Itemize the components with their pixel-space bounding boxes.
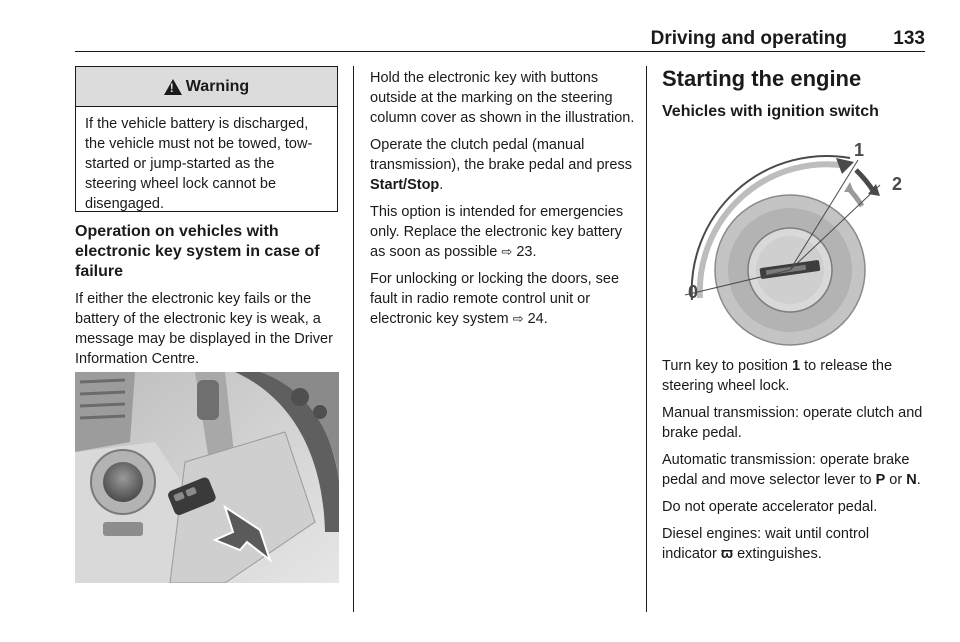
page-number: 133	[893, 28, 925, 49]
warning-header	[76, 67, 337, 107]
ignition-switch-subheading: Vehicles with ignition switch	[662, 103, 879, 120]
right-para-3-text: Automatic transmission: operate brake pedal and move selector lever to	[662, 452, 910, 488]
right-para-3-mid: or	[885, 472, 907, 488]
page-ref-24[interactable]: 24	[527, 311, 544, 327]
right-para-5	[662, 524, 927, 564]
page-ref-23[interactable]: 23	[516, 244, 533, 260]
right-para-2: Manual transmission: operate clutch and brake pedal.	[662, 405, 923, 441]
right-column-text	[662, 356, 927, 571]
middle-para-1: Hold the electronic key with buttons outside at the marking on the steering column cover as shown in the illustration.	[370, 70, 635, 126]
right-para-3	[662, 450, 927, 490]
page-ref-arrow-icon: ⇨	[512, 311, 524, 326]
column-divider-1	[353, 66, 354, 612]
electronic-key-failure-subheading: Operation on vehicles with electronic key system in case of failure	[75, 223, 320, 280]
right-para-1	[662, 356, 927, 396]
middle-para-3-end: .	[532, 244, 537, 260]
middle-para-2	[370, 135, 636, 195]
preheating-indicator-icon: ϖ	[720, 546, 734, 562]
page-ref-arrow-icon: ⇨	[501, 244, 513, 259]
warning-text: If the vehicle battery is discharged, the vehicle must not be towed, tow-started or jump-started as the steering wheel lock cannot be disengaged.	[85, 116, 313, 212]
figure-label-0: 0	[688, 282, 699, 302]
right-para-3-end: .	[916, 472, 921, 488]
middle-para-2-end: .	[439, 177, 444, 193]
section-title: Starting the engine	[662, 66, 862, 91]
right-para-1-end: to release the steering wheel lock.	[662, 358, 893, 394]
middle-para-4	[370, 269, 636, 329]
figure-label-1: 1	[854, 140, 865, 160]
middle-para-4-end: .	[543, 311, 548, 327]
selector-n-label: N	[906, 472, 917, 488]
left-para-1: If either the electronic key fails or the battery of the electronic key is weak, a message may be displayed in the Driver Information Centre.	[75, 291, 333, 367]
electronic-key-photo	[75, 372, 339, 583]
figure-label-2: 2	[892, 174, 903, 194]
right-para-4: Do not operate accelerator pedal.	[662, 499, 878, 515]
selector-p-label: P	[875, 472, 886, 488]
middle-column-text	[370, 68, 636, 336]
right-para-5-text: Diesel engines: wait until control indicator	[662, 526, 870, 562]
position-1-label: 1	[792, 358, 801, 374]
ignition-switch-figure	[660, 130, 925, 350]
right-para-5-end: extinguishes.	[733, 546, 822, 562]
middle-para-3-text: This option is intended for emergencies only. Replace the electronic key battery as soon as possible	[370, 204, 624, 260]
left-column-text	[75, 222, 341, 376]
warning-heading: Warning	[185, 77, 250, 95]
middle-para-2-text: Operate the clutch pedal (manual transmission), the brake pedal and press	[370, 137, 632, 173]
header-title: Driving and operating	[650, 28, 847, 49]
start-stop-label: Start/Stop	[370, 177, 440, 193]
right-column-heading	[662, 66, 927, 129]
middle-para-4-text: For unlocking or locking the doors, see fault in radio remote control unit or electronic key system	[370, 271, 620, 327]
page-header	[75, 26, 925, 52]
warning-triangle-icon	[164, 79, 182, 95]
right-para-1-text: Turn key to position	[662, 358, 793, 374]
warning-box	[75, 66, 338, 212]
column-divider-2	[646, 66, 647, 612]
middle-para-3	[370, 202, 636, 262]
